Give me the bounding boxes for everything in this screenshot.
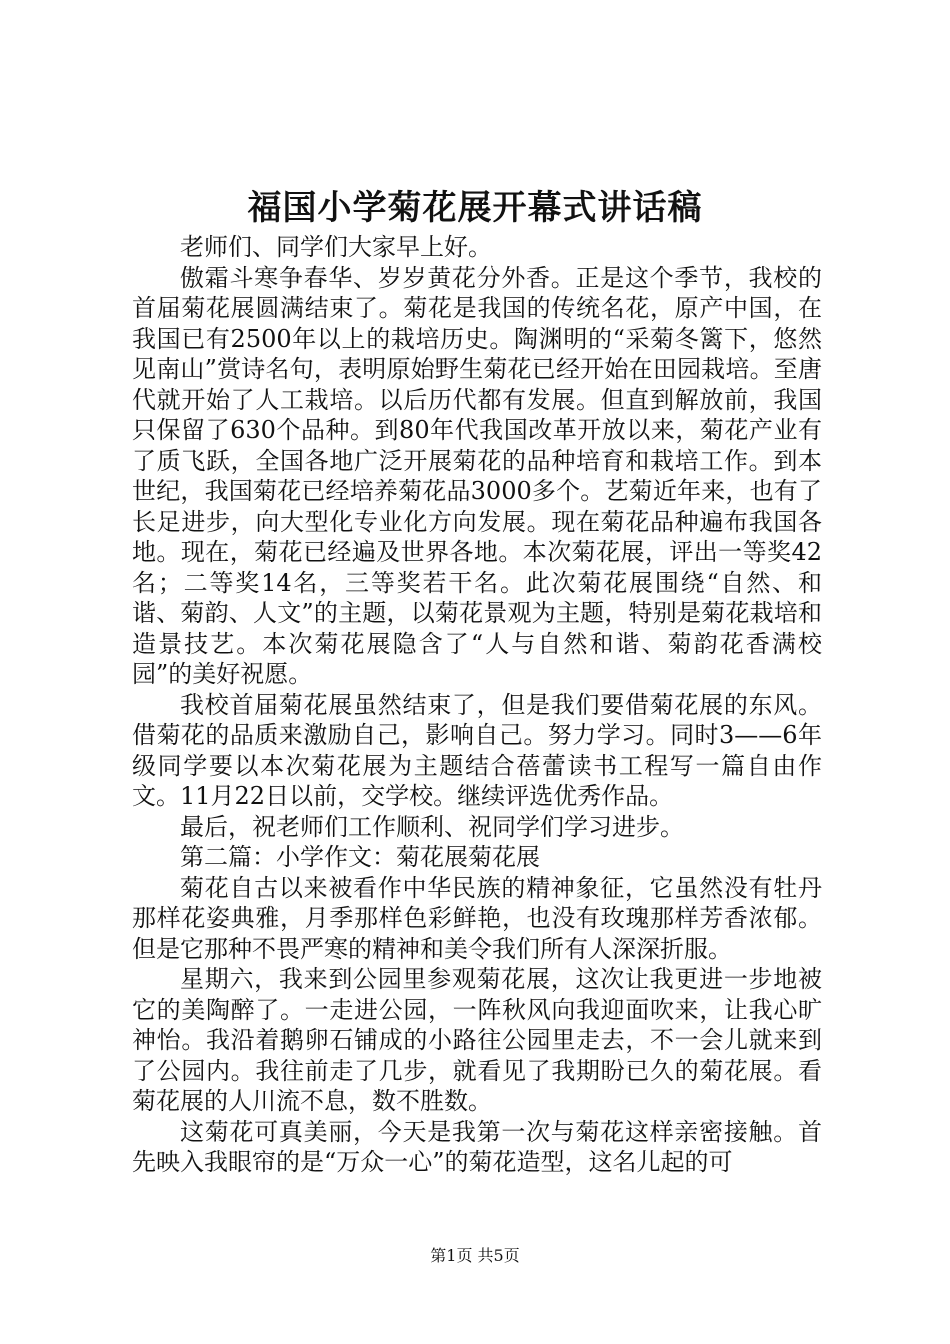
paragraph: 傲霜斗寒争春华、岁岁黄花分外香。正是这个季节，我校的首届菊花展圆满结束了。菊花是我国的传统名花，原产中国，在我国已有2500年以上的栽培历史。陶渊明的“采菊冬篱下，悠然见南山”赏诗名句，表明原始野生菊花已经开始在田园栽培。至唐代就开始了人工栽培。以后历代都有发展。但直到解放前，我国只保留了630个品种。到80年代我国改革开放以来，菊花产业有了质飞跃，全国各地广泛开展菊花的品种培育和栽培工作。到本世纪，我国菊花已经培养菊花品3000多个。艺菊近年来，也有了长足进步，向大型化专业化方向发展。现在菊花品种遍布我国各地。现在，菊花已经遍及世界各地。本次菊花展，评出一等奖42名；二等奖14名，三等奖若干名。此次菊花展围绕“自然、和谐、菊韵、人文”的主题，以菊花景观为主题，特别是菊花栽培和造景技艺。本次菊花展隐含了“人与自然和谐、菊韵花香满校园”的美好祝愿。 xyxy=(132,263,822,688)
section-heading: 第二篇：小学作文：菊花展菊花展 xyxy=(180,843,540,871)
paragraph-greeting: 老师们、同学们大家早上好。 xyxy=(180,233,492,261)
paragraph: 最后，祝老师们工作顺利、祝同学们学习进步。 xyxy=(180,812,684,841)
paragraph: 菊花自古以来被看作中华民族的精神象征，它虽然没有牡丹那样花姿典雅，月季那样色彩鲜艳，也没有玫瑰那样芳香浓郁。但是它那种不畏严寒的精神和美令我们所有人深深折服。 xyxy=(132,873,822,963)
document-body xyxy=(132,232,822,1178)
paragraph: 这菊花可真美丽，今天是我第一次与菊花这样亲密接触。首先映入我眼帘的是“万众一心”的菊花造型，这名儿起的可 xyxy=(132,1117,822,1176)
page-number-footer: 第1页 共5页 xyxy=(430,1246,520,1265)
paragraph: 星期六，我来到公园里参观菊花展，这次让我更进一步地被它的美陶醉了。一走进公园，一阵秋风向我迎面吹来，让我心旷神怡。我沿着鹅卵石铺成的小路往公园里走去，不一会儿就来到了公园内。我往前走了几步，就看见了我期盼已久的菊花展。看菊花展的人川流不息，数不胜数。 xyxy=(132,965,822,1115)
document-title: 福国小学菊花展开幕式讲话稿 xyxy=(247,188,703,228)
paragraph: 我校首届菊花展虽然结束了，但是我们要借菊花展的东风。借菊花的品质来激励自己，影响自己。努力学习。同时3——6年级同学要以本次菊花展为主题结合蓓蕾读书工程写一篇自由作文。11月22日以前，交学校。继续评选优秀作品。 xyxy=(132,690,822,810)
